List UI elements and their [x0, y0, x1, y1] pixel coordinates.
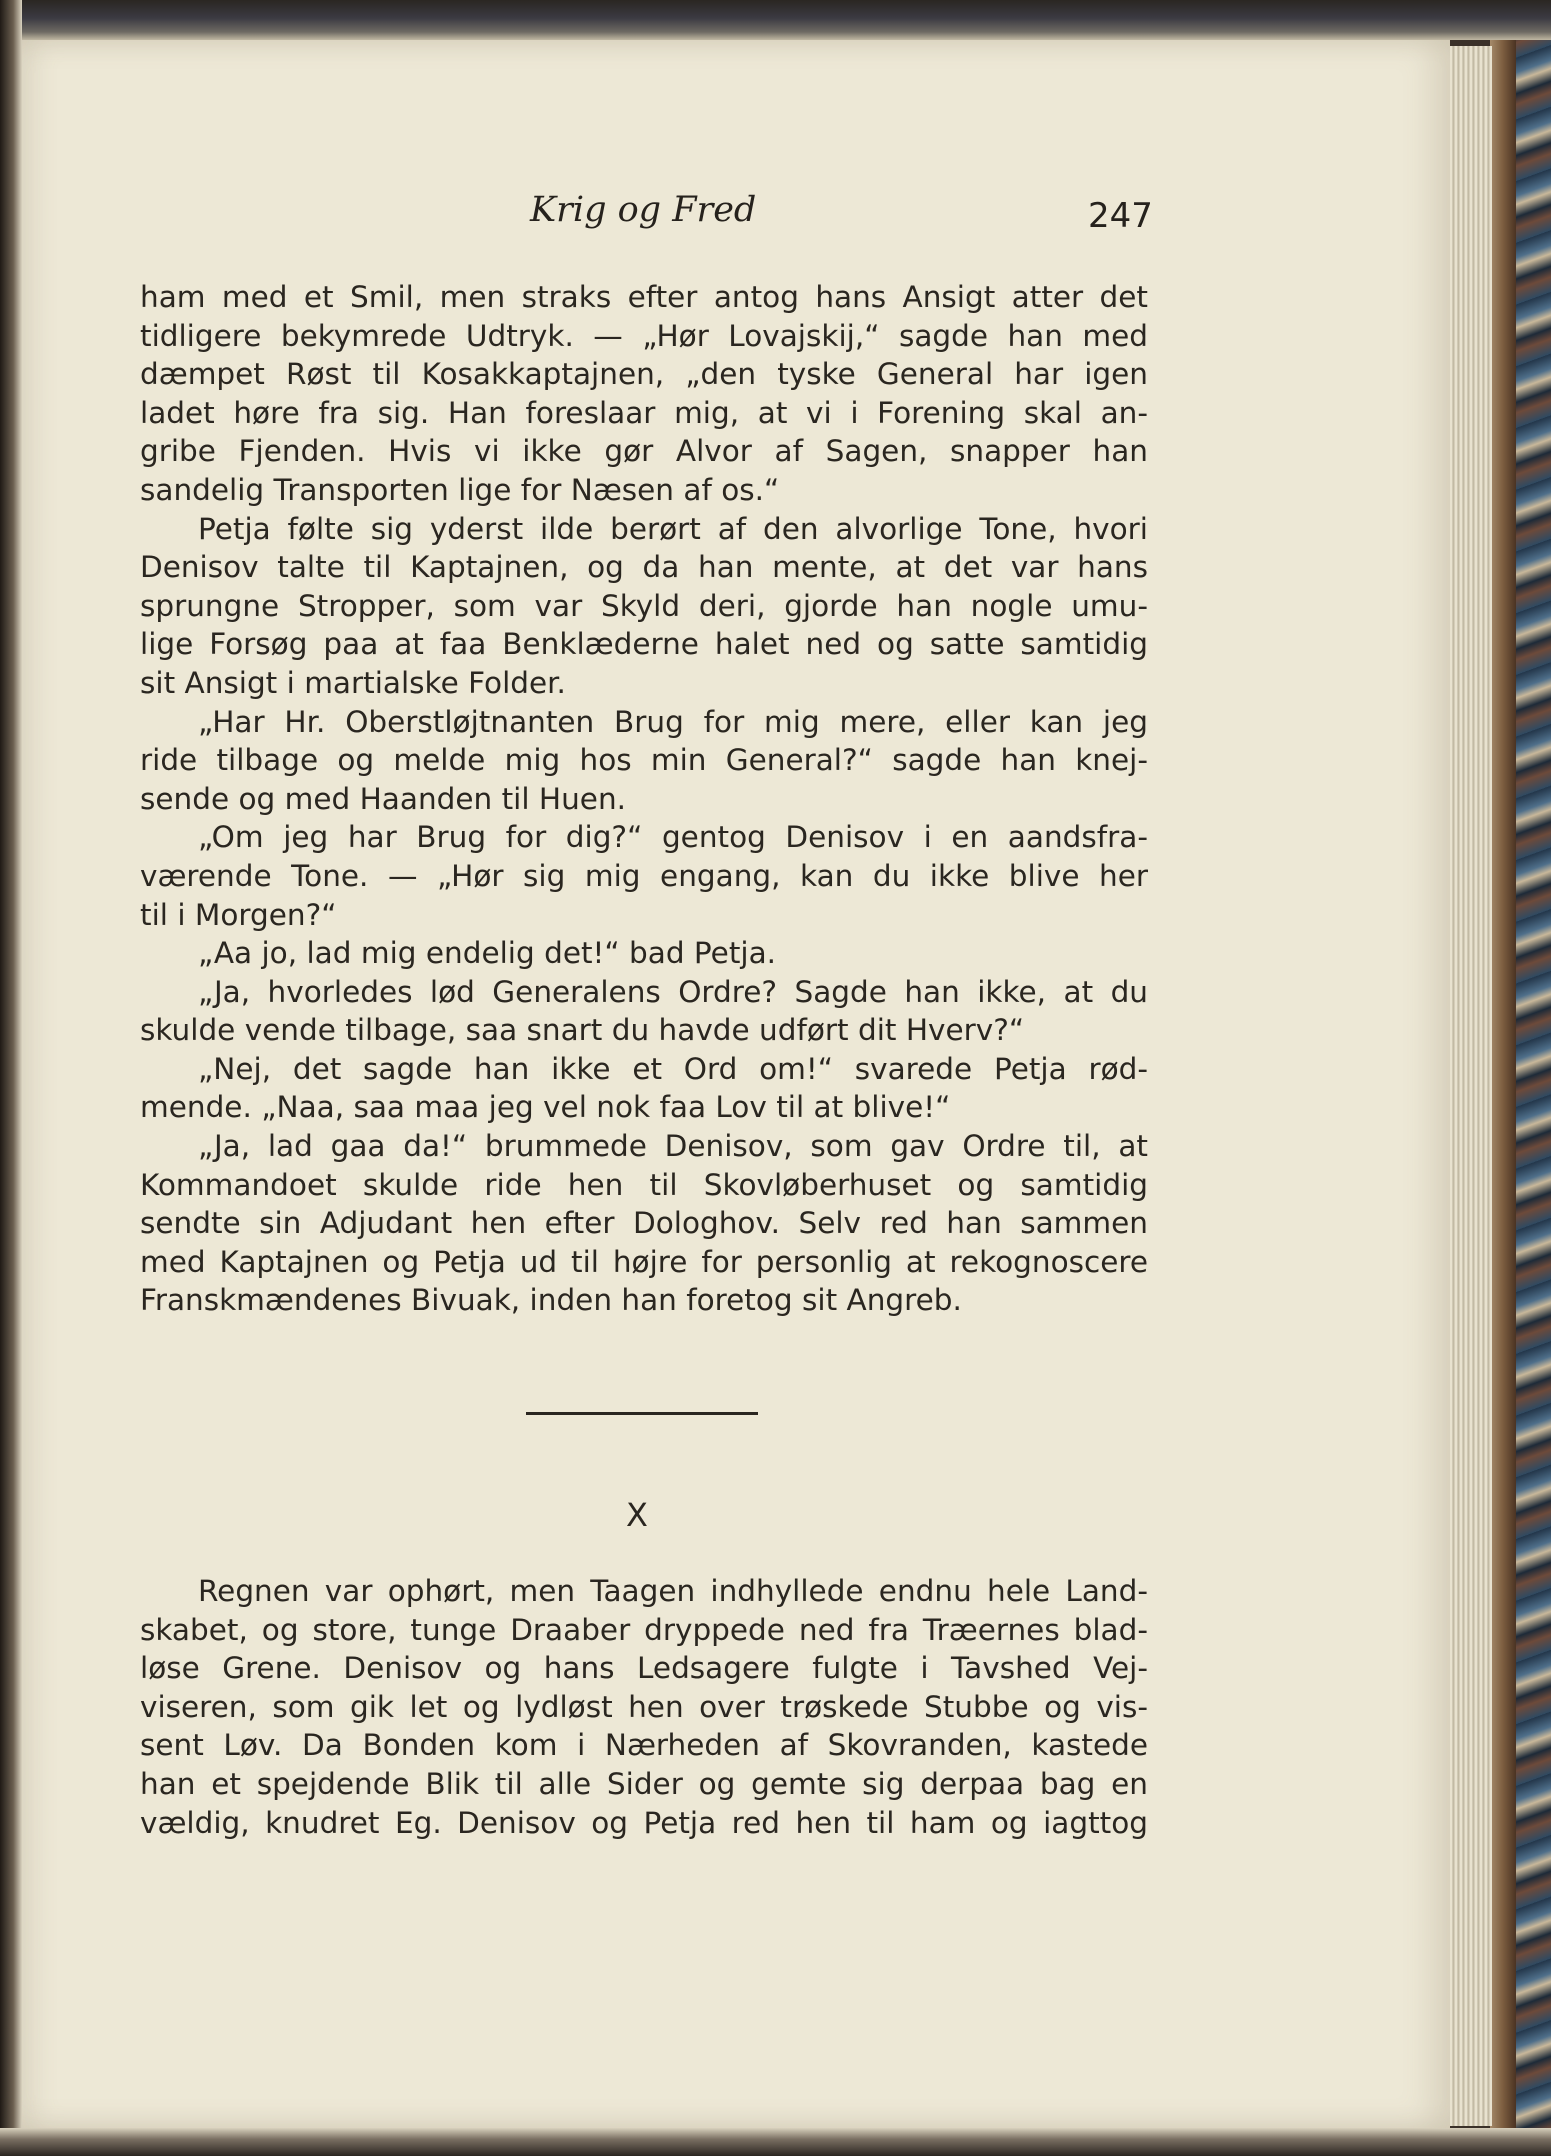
text-line: „Nej, det sagde han ikke et Ord om!“ svarede Petja rød-	[198, 1051, 1148, 1086]
text-line: Regnen var ophørt, men Taagen indhyllede endnu hele Land-	[198, 1574, 1148, 1608]
running-title: Krig og Fred	[530, 190, 757, 230]
text-line: lige Forsøg paa at faa Benklæderne halet ned og satte samtidig	[140, 627, 1148, 662]
text-line: ride tilbage og melde mig hos min General?“ sagde han knej-	[140, 743, 1148, 778]
text-line: med Kaptajnen og Petja ud til højre for personlig at rekognoscere	[140, 1244, 1148, 1279]
book-spine-edge	[1490, 20, 1516, 2140]
text-line: han et spejdende Blik til alle Sider og gemte sig derpaa bag en	[140, 1766, 1148, 1801]
bottom-scan-edge	[0, 2128, 1551, 2156]
text-line: sent Løv. Da Bonden kom i Nærheden af Skovranden, kastede	[140, 1728, 1148, 1763]
text-line: „Ja, lad gaa da!“ brummede Denisov, som gav Ordre til, at	[198, 1129, 1148, 1164]
text-line: Petja følte sig yderst ilde berørt af den alvorlige Tone, hvori	[198, 511, 1148, 546]
gutter-edge	[0, 0, 22, 2156]
text-line: til i Morgen?“	[140, 897, 337, 932]
text-line: sendte sin Adjudant hen efter Dologhov. Selv red han sammen	[140, 1206, 1148, 1241]
text-line: „Har Hr. Oberstløjtnanten Brug for mig mere, eller kan jeg	[198, 704, 1148, 739]
text-line: skulde vende tilbage, saa snart du havde udført dit Hverv?“	[140, 1013, 1025, 1048]
chapter-heading: X	[626, 1496, 648, 1534]
text-line: ham med et Smil, men straks efter antog hans Ansigt atter det	[140, 280, 1148, 314]
page-number: 247	[1088, 196, 1153, 236]
text-line: vældig, knudret Eg. Denisov og Petja red hen til ham og iagttog	[140, 1805, 1148, 1840]
text-line: løse Grene. Denisov og hans Ledsagere fulgte i Tavshed Vej-	[140, 1651, 1148, 1686]
text-line: sende og med Haanden til Huen.	[140, 781, 627, 816]
text-line: „Om jeg har Brug for dig?“ gentog Denisov i en aandsfra-	[198, 820, 1148, 855]
section-divider	[526, 1412, 758, 1415]
text-block-1	[140, 278, 1148, 1320]
text-line: „Ja, hvorledes lød Generalens Ordre? Sagde han ikke, at du	[198, 974, 1148, 1009]
text-block-2	[140, 1572, 1148, 1842]
page-fore-edge	[1450, 46, 1492, 2126]
text-line: skabet, og store, tunge Draaber dryppede ned fra Træernes blad-	[140, 1612, 1148, 1647]
text-line: sit Ansigt i martialske Folder.	[140, 665, 566, 700]
text-line: viseren, som gik let og lydløst hen over trøskede Stubbe og vis-	[140, 1689, 1148, 1724]
text-line: Franskmændenes Bivuak, inden han foretog sit Angreb.	[140, 1283, 962, 1318]
text-line: Denisov talte til Kaptajnen, og da han mente, at det var hans	[140, 550, 1148, 585]
text-line: dæmpet Røst til Kosakkaptajnen, „den tyske General har igen	[140, 357, 1148, 392]
text-line: Kommandoet skulde ride hen til Skovløberhuset og samtidig	[140, 1167, 1148, 1202]
text-line: mende. „Naa, saa maa jeg vel nok faa Lov til at blive!“	[140, 1090, 951, 1125]
text-line: ladet høre fra sig. Han foreslaar mig, at vi i Forening skal an-	[140, 395, 1148, 430]
text-line: gribe Fjenden. Hvis vi ikke gør Alvor af Sagen, snapper han	[140, 434, 1148, 469]
top-scan-edge	[0, 0, 1551, 40]
text-line: sandelig Transporten lige for Næsen af os.“	[140, 472, 780, 507]
text-line: „Aa jo, lad mig endelig det!“ bad Petja.	[198, 936, 777, 971]
text-line: sprungne Stropper, som var Skyld deri, gjorde han nogle umu-	[140, 588, 1148, 623]
text-line: værende Tone. — „Hør sig mig engang, kan du ikke blive her	[140, 858, 1148, 893]
text-line: tidligere bekymrede Udtryk. — „Hør Lovajskij,“ sagde han med	[140, 318, 1148, 353]
